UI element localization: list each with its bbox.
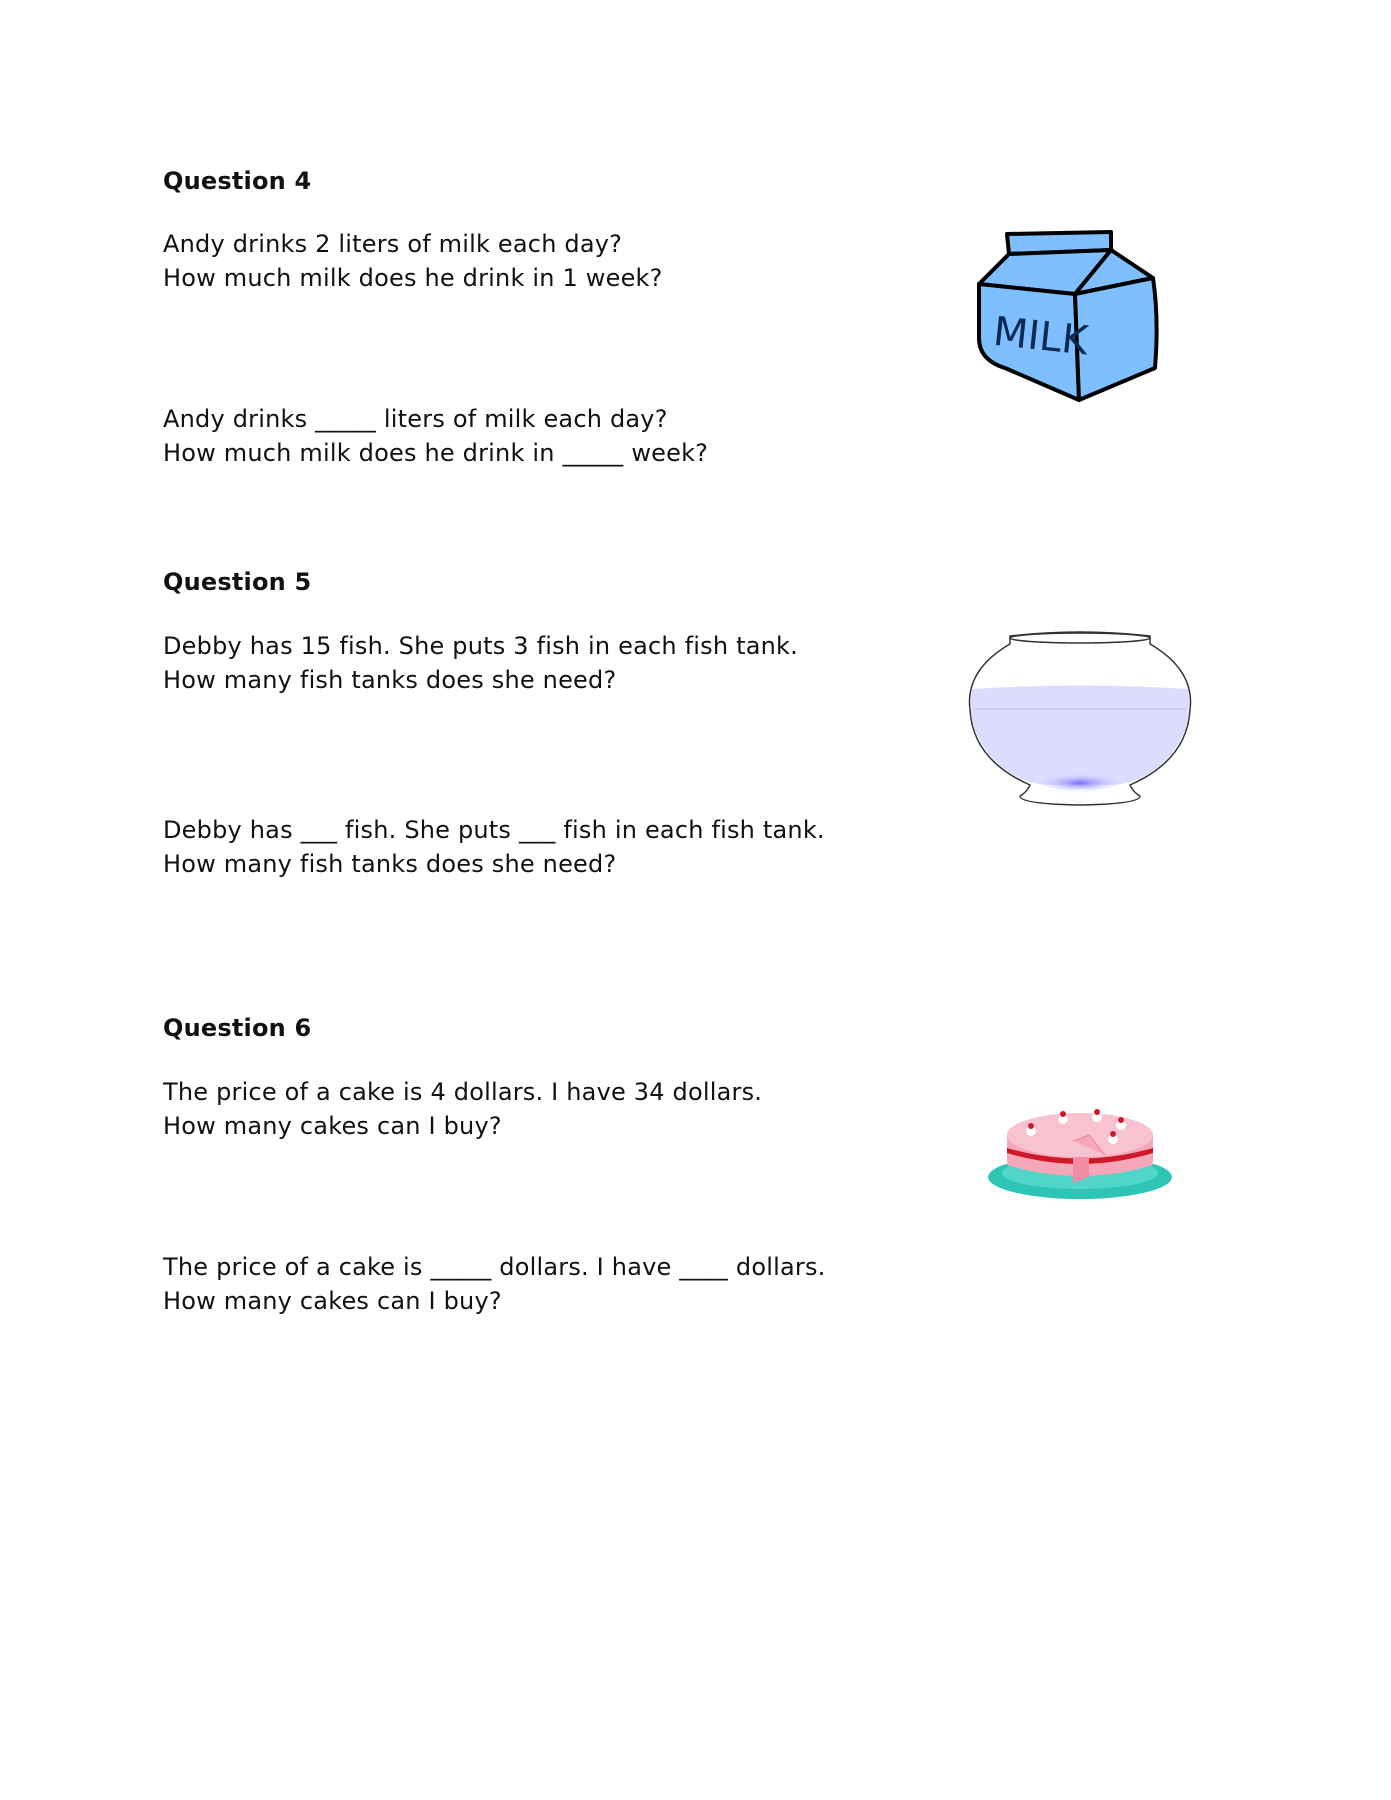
milk-carton-label: MILK bbox=[991, 308, 1091, 365]
question-5-prompt-line-2: How many fish tanks does she need? bbox=[163, 666, 617, 694]
question-4-template-line-1: Andy drinks _____ liters of milk each day? bbox=[163, 405, 668, 433]
question-4-template bbox=[163, 402, 708, 470]
question-5-title: Question 5 bbox=[163, 568, 312, 596]
question-5-prompt-line-1: Debby has 15 fish. She puts 3 fish in each fish tank. bbox=[163, 632, 798, 660]
question-6-prompt-line-2: How many cakes can I buy? bbox=[163, 1112, 502, 1140]
question-6-prompt bbox=[163, 1075, 762, 1143]
question-4-template-line-2: How much milk does he drink in _____ week? bbox=[163, 439, 709, 467]
question-4-prompt-line-2: How much milk does he drink in 1 week? bbox=[163, 264, 663, 292]
question-6-prompt-line-1: The price of a cake is 4 dollars. I have 34 dollars. bbox=[163, 1078, 763, 1106]
question-6-template-line-1: The price of a cake is _____ dollars. I have ____ dollars. bbox=[163, 1253, 826, 1281]
question-4-title: Question 4 bbox=[163, 167, 312, 195]
cake-image bbox=[985, 1095, 1175, 1211]
question-6-template bbox=[163, 1250, 826, 1318]
question-5-template-line-2: How many fish tanks does she need? bbox=[163, 850, 617, 878]
question-4-prompt-line-1: Andy drinks 2 liters of milk each day? bbox=[163, 230, 623, 258]
fish-bowl-image bbox=[965, 630, 1195, 816]
question-6-title: Question 6 bbox=[163, 1014, 312, 1042]
question-5-template bbox=[163, 813, 825, 881]
question-5-template-line-1: Debby has ___ fish. She puts ___ fish in each fish tank. bbox=[163, 816, 825, 844]
question-5-prompt bbox=[163, 629, 798, 697]
question-6-template-line-2: How many cakes can I buy? bbox=[163, 1287, 502, 1315]
milk-carton-image bbox=[975, 228, 1165, 404]
question-4-prompt bbox=[163, 227, 663, 295]
